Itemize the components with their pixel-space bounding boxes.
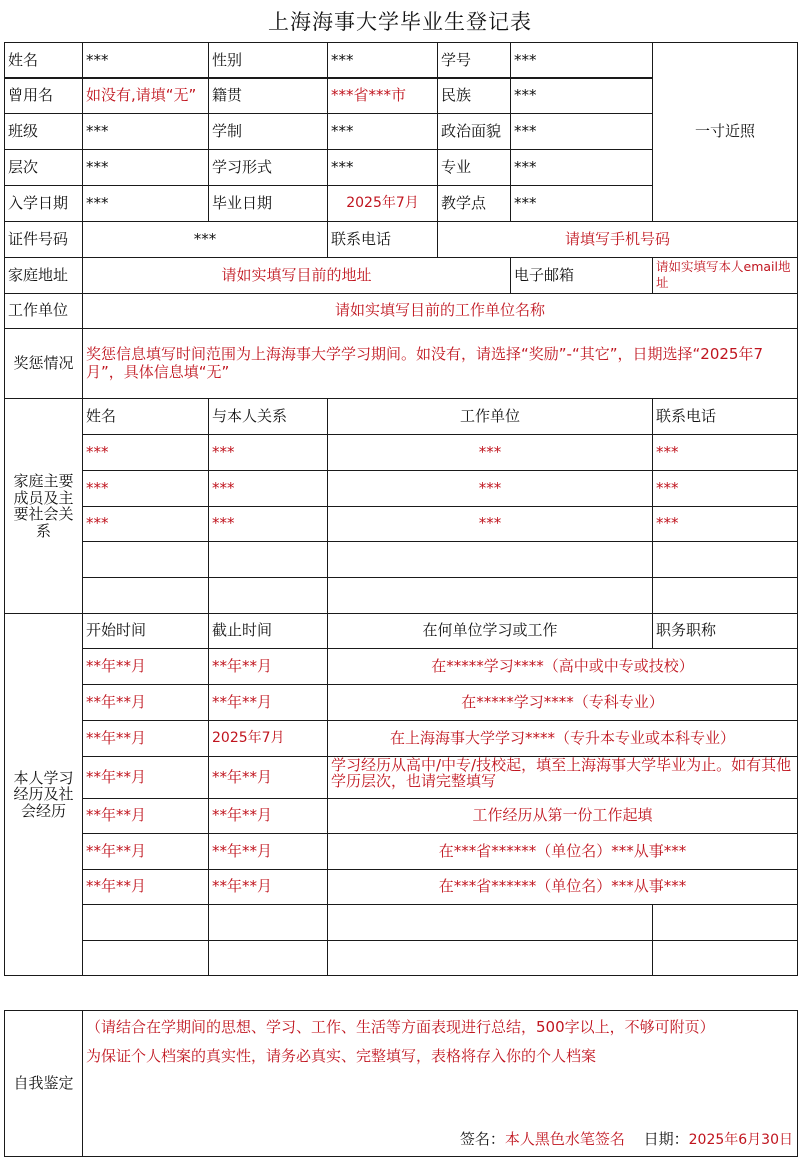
history-row-place[interactable]: 在*****学习****（专科专业） <box>327 684 798 721</box>
signature-line <box>460 1131 793 1148</box>
history-row-end[interactable]: **年**月 <box>208 798 328 834</box>
name-field[interactable]: *** <box>82 42 209 79</box>
signature-label: 签名： <box>459 1129 505 1148</box>
history-row-start[interactable] <box>82 904 209 941</box>
signature-value[interactable]: 本人黑色水笔签名 <box>504 1129 625 1148</box>
former-name-label: 曾用名 <box>4 77 83 114</box>
history-row-end[interactable] <box>208 904 328 941</box>
family-row-name[interactable] <box>82 577 209 614</box>
history-row-start[interactable]: **年**月 <box>82 720 209 757</box>
grad-date-field[interactable]: 2025年7月 <box>327 185 438 222</box>
native-place-label: 籍贯 <box>208 77 328 114</box>
id-number-label: 证件号码 <box>4 221 83 258</box>
history-row-title[interactable] <box>652 940 798 976</box>
family-row-phone[interactable] <box>652 541 798 578</box>
family-section-label: 家庭主要成员及主要社会关系 <box>4 398 83 614</box>
id-number-field[interactable]: *** <box>82 221 328 258</box>
family-row-relation[interactable]: *** <box>208 434 328 471</box>
history-row-start[interactable]: **年**月 <box>82 648 209 685</box>
email-field[interactable]: 请如实填写本人email地址 <box>652 257 798 294</box>
former-name-field[interactable]: 如没有,请填“无” <box>82 77 209 114</box>
family-row-employer[interactable]: *** <box>327 506 653 542</box>
self-evaluation-hint-2: 为保证个人档案的真实性，请务必真实、完整填写，表格将存入你的个人档案 <box>86 1047 597 1066</box>
family-row-phone[interactable] <box>652 577 798 614</box>
history-row-end[interactable] <box>208 940 328 976</box>
history-row-place[interactable]: 在*****学习****（高中或中专或技校） <box>327 648 798 685</box>
level-field[interactable]: *** <box>82 149 209 186</box>
employer-label: 工作单位 <box>4 293 83 329</box>
history-row-start[interactable]: **年**月 <box>82 833 209 870</box>
history-row-start[interactable]: **年**月 <box>82 869 209 905</box>
family-row-employer[interactable]: *** <box>327 470 653 507</box>
history-header-start: 开始时间 <box>82 613 209 649</box>
history-header-title: 职务职称 <box>652 613 798 649</box>
family-header-phone: 联系电话 <box>652 398 798 435</box>
family-row-name[interactable]: *** <box>82 434 209 471</box>
level-label: 层次 <box>4 149 83 186</box>
family-header-employer: 工作单位 <box>327 398 653 435</box>
history-row-end[interactable]: **年**月 <box>208 869 328 905</box>
gender-field[interactable]: *** <box>327 42 438 79</box>
awards-field[interactable]: 奖惩信息填写时间范围为上海海事大学学习期间。如没有，请选择“奖励”-“其它”，日期选择“2025年7月”，具体信息填“无” <box>82 328 798 399</box>
family-header-relation: 与本人关系 <box>208 398 328 435</box>
political-field[interactable]: *** <box>510 113 653 150</box>
family-header-name: 姓名 <box>82 398 209 435</box>
family-row-relation[interactable]: *** <box>208 506 328 542</box>
history-section-label: 本人学习经历及社会经历 <box>4 613 83 976</box>
photo-label: 一寸近照 <box>694 122 755 141</box>
class-field[interactable]: *** <box>82 113 209 150</box>
family-row-name[interactable]: *** <box>82 506 209 542</box>
ethnicity-field[interactable]: *** <box>510 77 653 114</box>
class-label: 班级 <box>4 113 83 150</box>
political-label: 政治面貌 <box>437 113 511 150</box>
history-row-place[interactable]: 在***省******（单位名）***从事*** <box>327 833 798 870</box>
date-value[interactable]: 2025年6月30日 <box>688 1131 793 1148</box>
family-row-employer[interactable] <box>327 577 653 614</box>
date-label: 日期： <box>643 1129 689 1148</box>
family-row-relation[interactable] <box>208 541 328 578</box>
major-field[interactable]: *** <box>510 149 653 186</box>
enroll-date-label: 入学日期 <box>4 185 83 222</box>
history-row-title[interactable] <box>652 904 798 941</box>
family-row-employer[interactable] <box>327 541 653 578</box>
history-row-start[interactable]: **年**月 <box>82 798 209 834</box>
history-row-place[interactable] <box>327 940 653 976</box>
page-title: 上海海事大学毕业生登记表 <box>268 10 532 34</box>
schooling-field[interactable]: *** <box>327 113 438 150</box>
phone-field[interactable]: 请填写手机号码 <box>437 221 798 258</box>
history-row-place[interactable]: 工作经历从第一份工作起填 <box>327 798 798 834</box>
history-header-end: 截止时间 <box>208 613 328 649</box>
history-row-end[interactable]: 2025年7月 <box>208 720 328 757</box>
employer-field[interactable]: 请如实填写目前的工作单位名称 <box>82 293 798 329</box>
history-header-place: 在何单位学习或工作 <box>327 613 653 649</box>
family-row-name[interactable] <box>82 541 209 578</box>
student-id-field[interactable]: *** <box>510 42 653 79</box>
family-row-phone[interactable]: *** <box>652 470 798 507</box>
history-row-end[interactable]: **年**月 <box>208 756 328 799</box>
family-row-relation[interactable]: *** <box>208 470 328 507</box>
teaching-site-label: 教学点 <box>437 185 511 222</box>
history-row-start[interactable]: **年**月 <box>82 684 209 721</box>
grad-date-label: 毕业日期 <box>208 185 328 222</box>
history-row-start[interactable] <box>82 940 209 976</box>
history-row-end[interactable]: **年**月 <box>208 684 328 721</box>
awards-label: 奖惩情况 <box>4 328 83 399</box>
study-form-field[interactable]: *** <box>327 149 438 186</box>
history-row-place[interactable]: 学习经历从高中/中专/技校起，填至上海海事大学毕业为止。如有其他学历层次，也请完整填写 <box>327 756 798 799</box>
native-place-field[interactable]: ***省***市 <box>327 77 438 114</box>
family-row-employer[interactable]: *** <box>327 434 653 471</box>
history-row-end[interactable]: **年**月 <box>208 648 328 685</box>
ethnicity-label: 民族 <box>437 77 511 114</box>
student-id-label: 学号 <box>437 42 511 79</box>
history-row-place[interactable]: 在上海海事大学学习****（专升本专业或本科专业） <box>327 720 798 757</box>
family-row-phone[interactable]: *** <box>652 506 798 542</box>
photo-box[interactable] <box>652 42 798 222</box>
enroll-date-field[interactable]: *** <box>82 185 209 222</box>
phone-label: 联系电话 <box>327 221 438 258</box>
family-row-relation[interactable] <box>208 577 328 614</box>
self-evaluation-hint-1: （请结合在学期间的思想、学习、工作、生活等方面表现进行总结，500字以上，不够可附页） <box>86 1018 715 1036</box>
history-row-place[interactable] <box>327 904 653 941</box>
address-label: 家庭地址 <box>4 257 83 294</box>
history-row-place[interactable]: 在***省******（单位名）***从事*** <box>327 869 798 905</box>
major-label: 专业 <box>437 149 511 186</box>
history-row-end[interactable]: **年**月 <box>208 833 328 870</box>
history-row-start[interactable]: **年**月 <box>82 756 209 799</box>
family-row-name[interactable]: *** <box>82 470 209 507</box>
teaching-site-field[interactable]: *** <box>510 185 653 222</box>
study-form-label: 学习形式 <box>208 149 328 186</box>
address-field[interactable]: 请如实填写目前的地址 <box>82 257 511 294</box>
self-evaluation-label: 自我鉴定 <box>4 1010 83 1157</box>
schooling-label: 学制 <box>208 113 328 150</box>
email-label: 电子邮箱 <box>510 257 653 294</box>
family-row-phone[interactable]: *** <box>652 434 798 471</box>
name-label: 姓名 <box>4 42 83 79</box>
gender-label: 性别 <box>208 42 328 79</box>
self-evaluation-field[interactable] <box>82 1010 798 1157</box>
